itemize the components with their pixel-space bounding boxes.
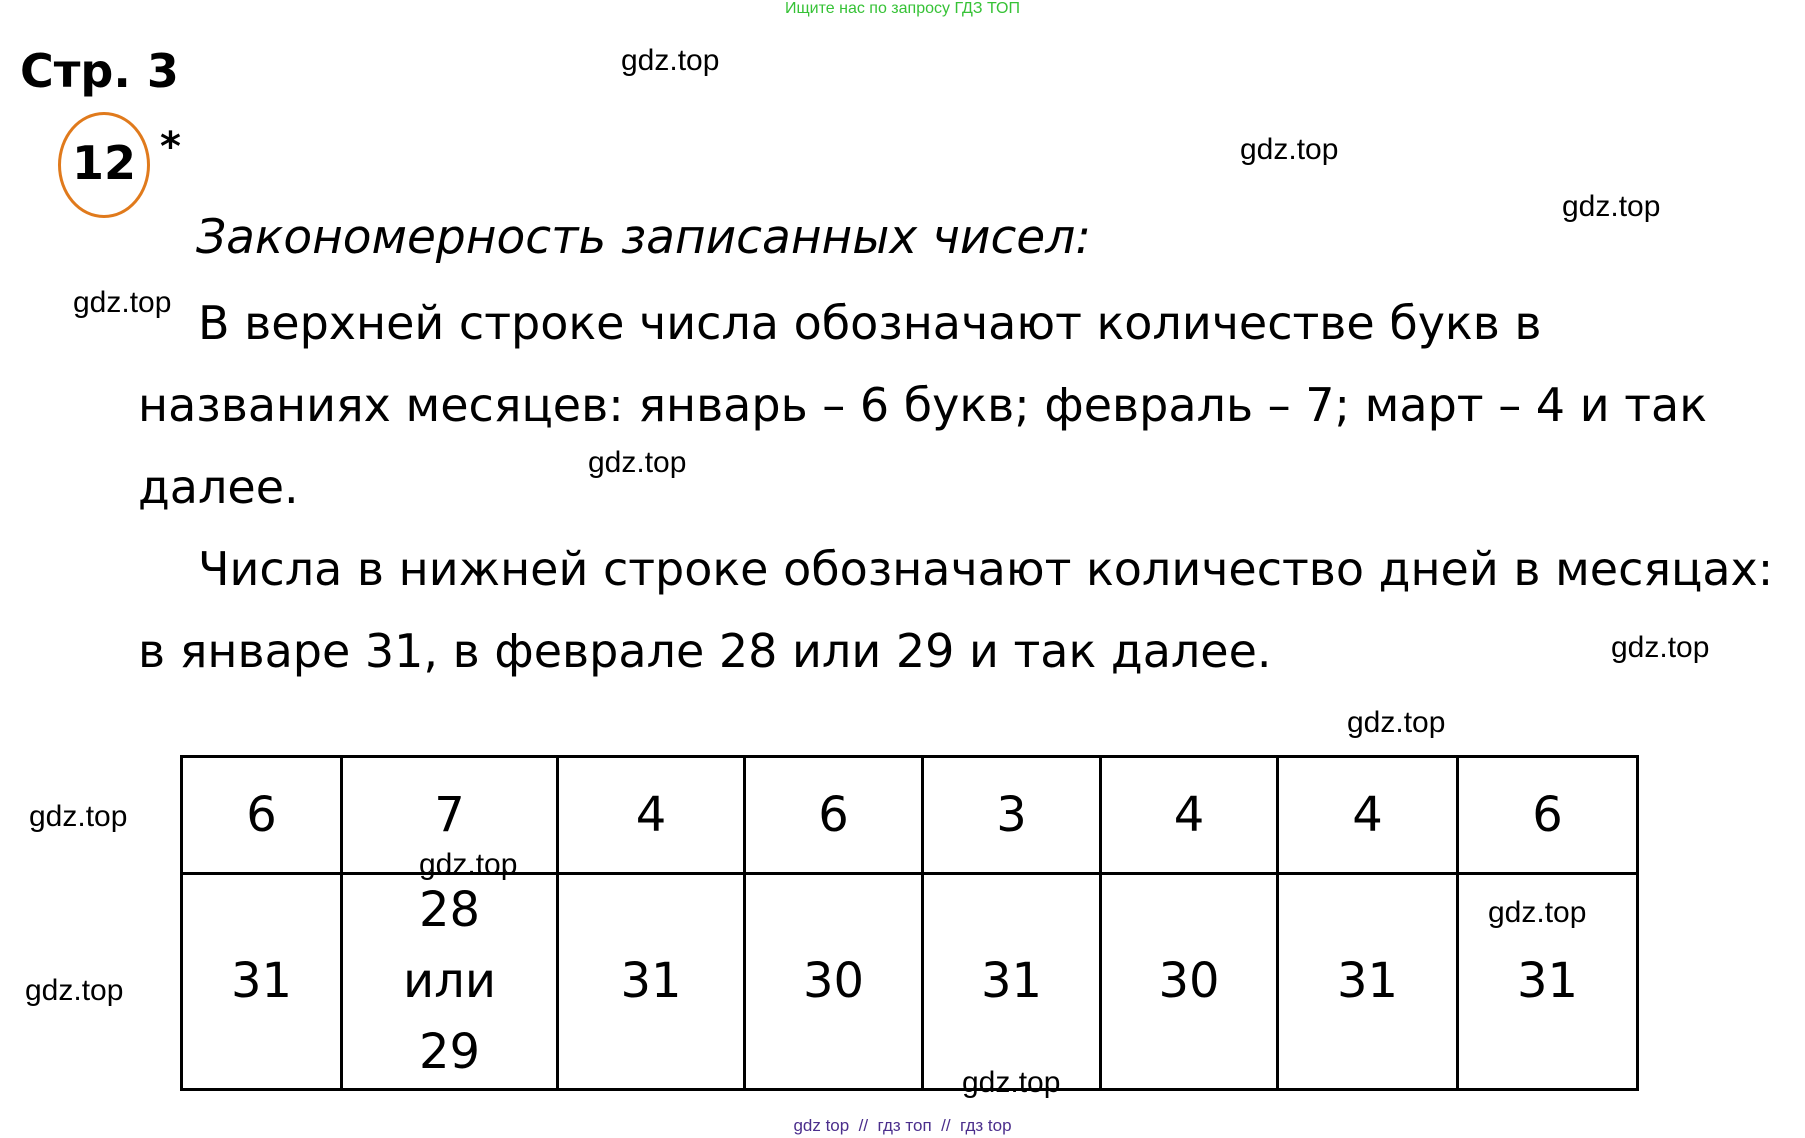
page-title: Стр. 3: [20, 44, 179, 98]
watermark: gdz.top: [1562, 190, 1661, 223]
watermark: gdz.top: [1488, 896, 1587, 929]
table-cell: 3: [923, 757, 1101, 874]
paragraph-1-line-1: В верхней строке числа обозначают количестве букв в: [198, 296, 1542, 350]
table-cell: 28 или 29: [342, 874, 558, 1090]
paragraph-2-line-2: в январе 31, в феврале 28 или 29 и так далее.: [138, 624, 1272, 678]
top-banner: Ищите нас по запросу ГДЗ ТОП: [785, 0, 1020, 17]
bottom-credit: gdz top // гдз топ // гдз top: [793, 1116, 1012, 1135]
paragraph-1-line-3: далее.: [138, 460, 299, 514]
pattern-heading: Закономерность записанных чисел:: [196, 210, 1092, 265]
table-cell: 31: [1458, 874, 1638, 1090]
table-cell: 6: [745, 757, 923, 874]
table-cell: 30: [745, 874, 923, 1090]
table-cell: 30: [1101, 874, 1278, 1090]
months-table: [180, 755, 1639, 1091]
watermark: gdz.top: [962, 1066, 1061, 1099]
letters-count-row: [182, 757, 1638, 874]
table-cell: 6: [1458, 757, 1638, 874]
table-cell: 4: [1278, 757, 1458, 874]
watermark: gdz.top: [1611, 631, 1710, 664]
watermark: gdz.top: [1347, 706, 1446, 739]
table-cell: 7: [342, 757, 558, 874]
watermark: gdz.top: [73, 286, 172, 319]
table-cell: 4: [558, 757, 745, 874]
watermark: gdz.top: [1240, 133, 1339, 166]
table-cell: 31: [558, 874, 745, 1090]
watermark: gdz.top: [25, 974, 124, 1007]
watermark: gdz.top: [621, 44, 720, 77]
task-star-mark: *: [160, 124, 181, 170]
table-cell: 31: [1278, 874, 1458, 1090]
paragraph-1-line-2: названиях месяцев: январь – 6 букв; февраль – 7; март – 4 и так: [138, 378, 1707, 432]
table-cell: 31: [923, 874, 1101, 1090]
days-count-row: [182, 874, 1638, 1090]
table-cell: 4: [1101, 757, 1278, 874]
table-cell: 6: [182, 757, 342, 874]
task-number-badge: 12: [58, 112, 150, 218]
table-cell: 31: [182, 874, 342, 1090]
watermark: gdz.top: [419, 848, 518, 881]
paragraph-2-line-1: Числа в нижней строке обозначают количество дней в месяцах:: [198, 542, 1774, 596]
watermark: gdz.top: [29, 800, 128, 833]
watermark: gdz.top: [588, 446, 687, 479]
